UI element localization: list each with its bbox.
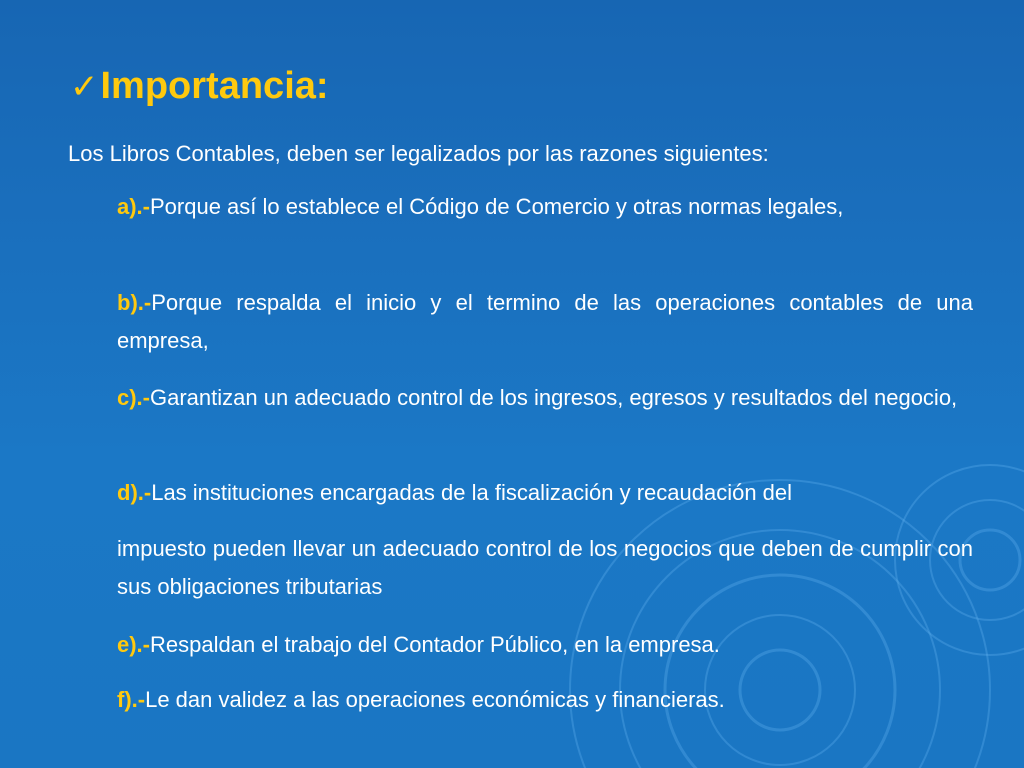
list-item-f xyxy=(117,681,973,719)
list-item-d-continued xyxy=(117,530,973,606)
list-item-b xyxy=(117,284,973,360)
title-text: Importancia: xyxy=(100,65,329,107)
item-tag: d).- xyxy=(117,480,152,505)
item-tag: e).- xyxy=(117,632,150,657)
list-item-c xyxy=(117,379,973,417)
item-text: Le dan validez a las operaciones económicas y financieras. xyxy=(145,687,725,712)
item-text: Respaldan el trabajo del Contador Público, en la empresa. xyxy=(150,632,720,657)
checkmark-icon: ✓ xyxy=(70,67,99,107)
slide-title xyxy=(70,62,329,111)
list-item-d xyxy=(117,474,973,512)
intro-text: Los Libros Contables, deben ser legalizados por las razones siguientes: xyxy=(68,141,769,166)
list-item-a xyxy=(117,188,973,226)
list-item-e xyxy=(117,626,973,664)
item-tag: f).- xyxy=(117,687,146,712)
item-text: Las instituciones encargadas de la fiscalización y recaudación del xyxy=(151,480,793,505)
item-text: Porque respalda el inicio y el termino de las operaciones contables de una empresa, xyxy=(117,290,973,353)
item-tag: c).- xyxy=(117,385,150,410)
item-text: Garantizan un adecuado control de los ingresos, egresos y resultados del negocio, xyxy=(150,385,958,410)
item-text: impuesto pueden llevar un adecuado control de los negocios que deben de cumplir con sus obligaciones tributarias xyxy=(117,536,973,599)
item-text: Porque así lo establece el Código de Comercio y otras normas legales, xyxy=(150,194,844,219)
item-tag: a).- xyxy=(117,194,150,219)
item-tag: b).- xyxy=(117,290,152,315)
